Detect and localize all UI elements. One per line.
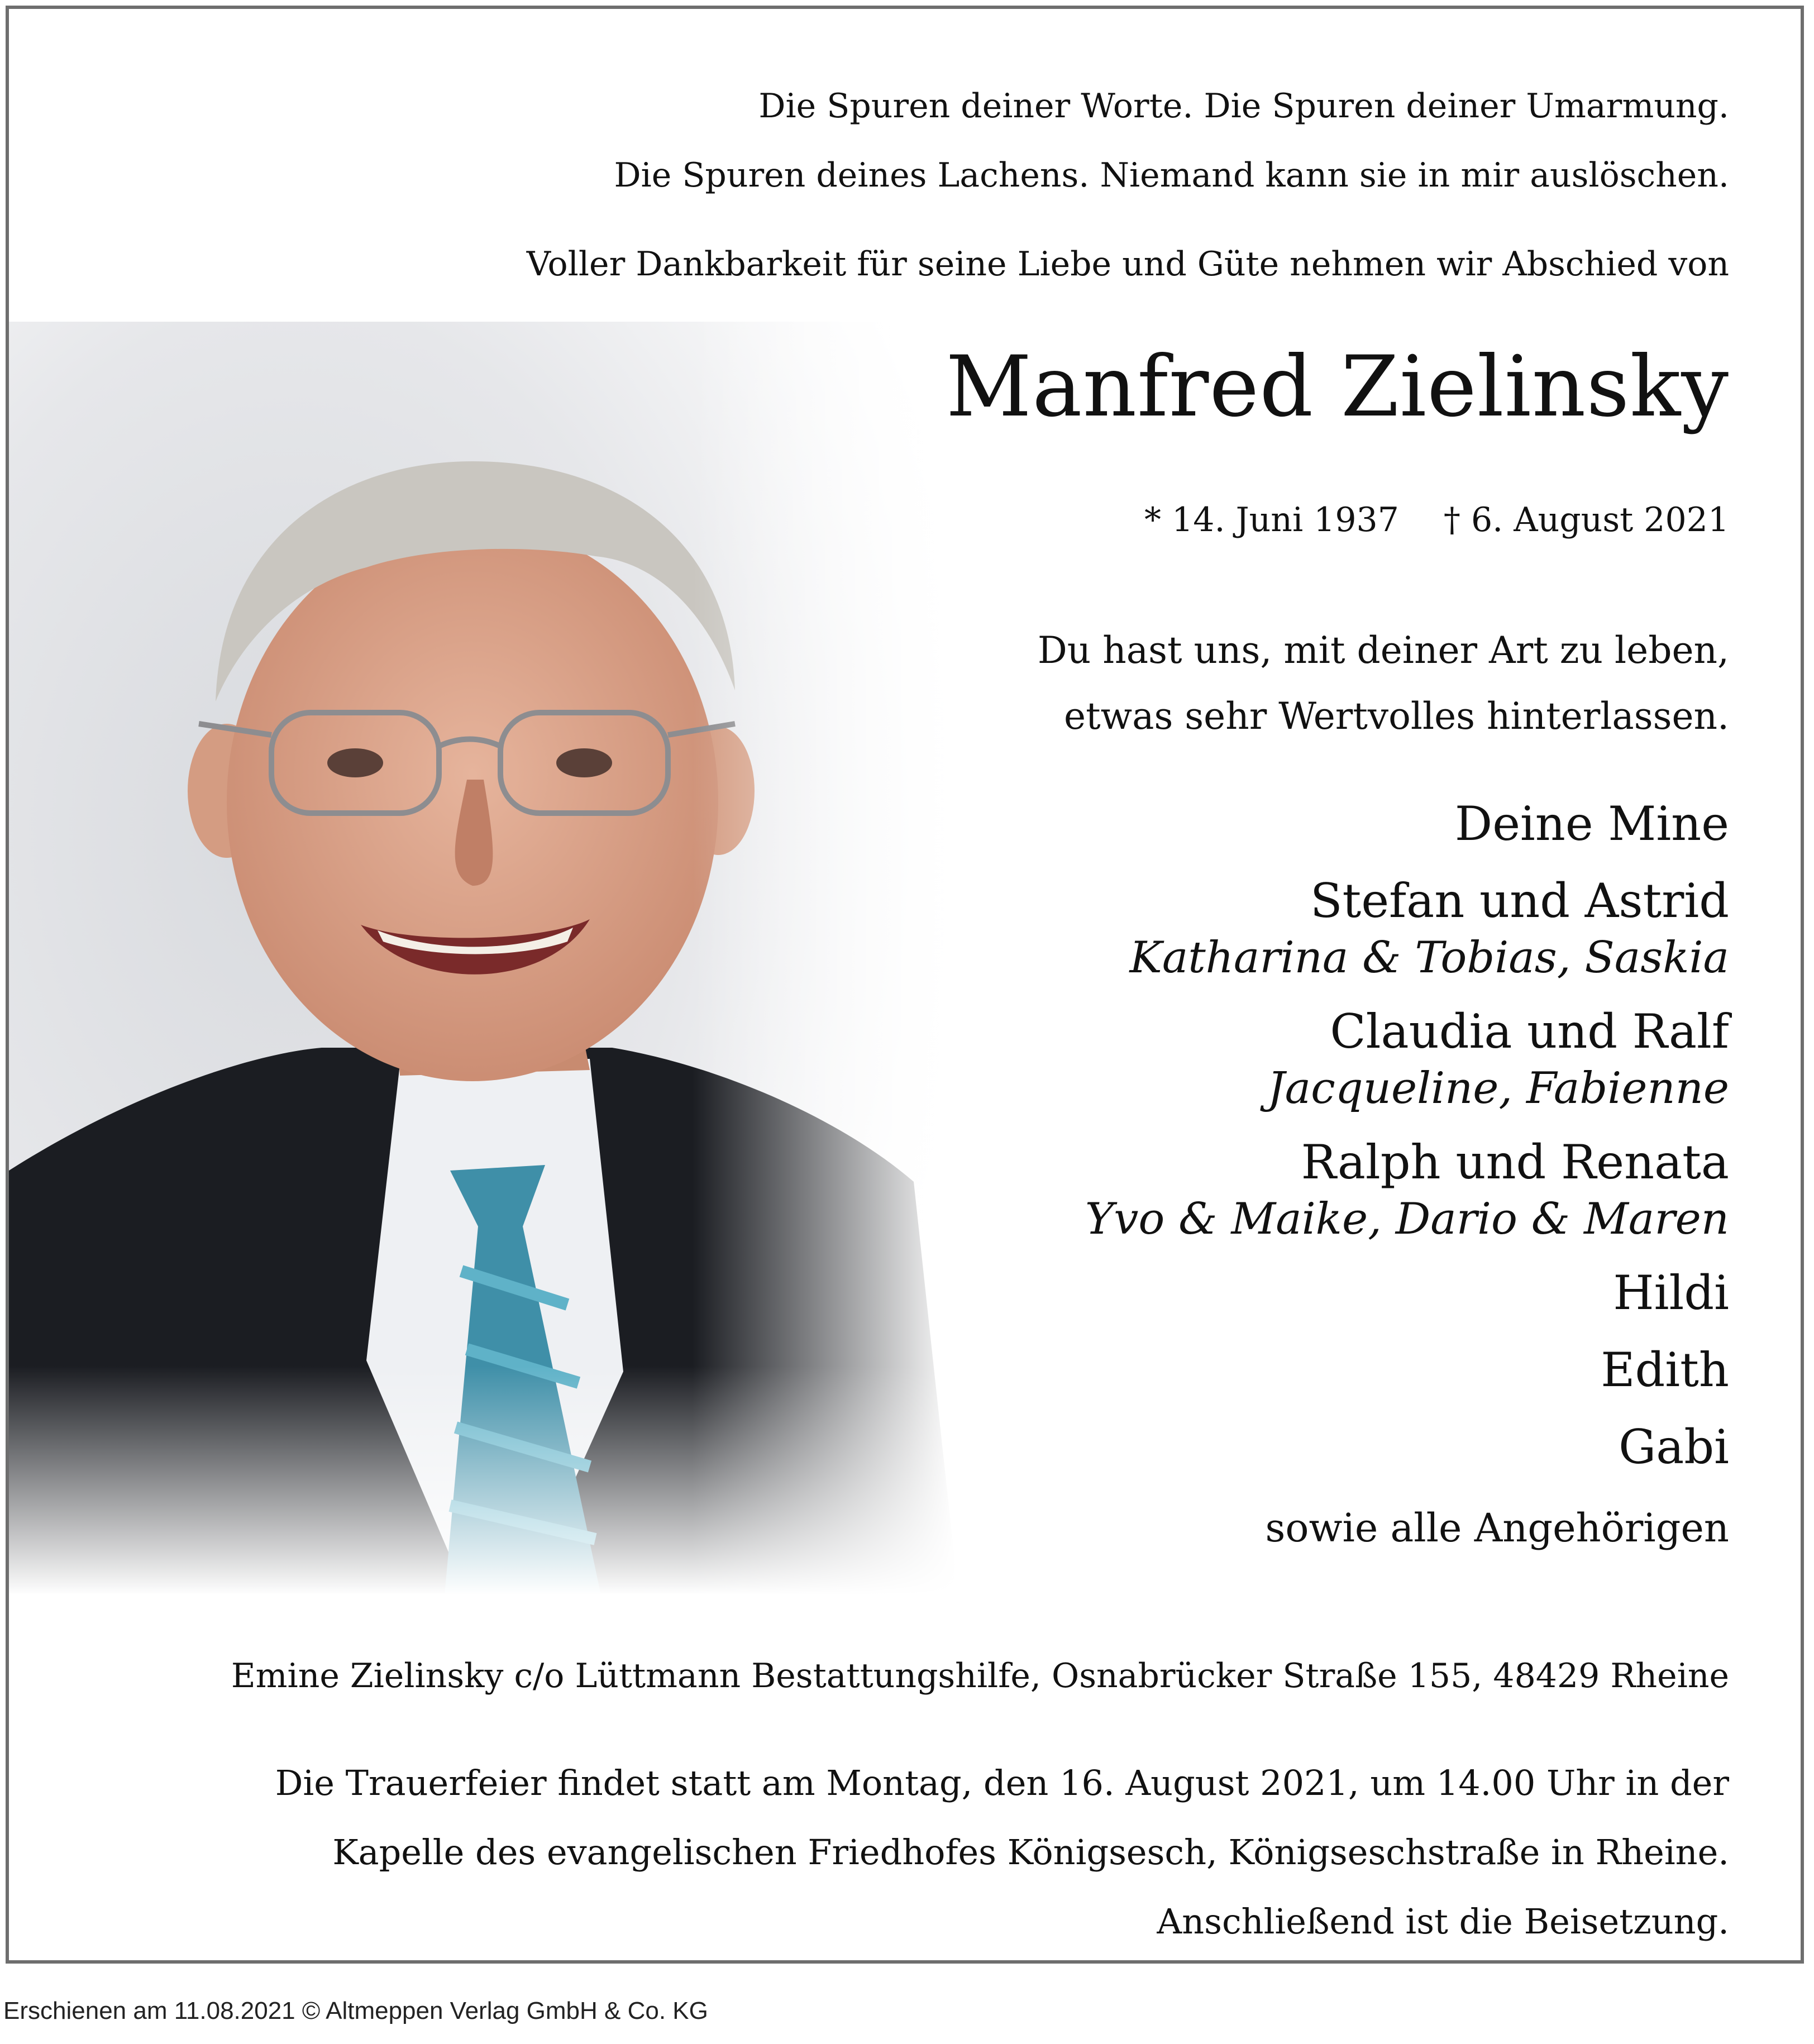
deceased-name: Manfred Zielinsky <box>946 338 1729 436</box>
ceremony-line: Anschließend ist die Beisetzung. <box>1157 1901 1729 1942</box>
family-others: sowie alle Angehörigen <box>1265 1505 1729 1551</box>
poem-line: Die Spuren deines Lachens. Niemand kann sie in mir auslöschen. <box>614 156 1729 195</box>
family-sibling: Gabi <box>1619 1420 1729 1474</box>
family-grandchildren: Katharina & Tobias, Saskia <box>1129 933 1729 983</box>
verse-line: Du hast uns, mit deiner Art zu leben, <box>1037 629 1729 672</box>
portrait-photo <box>9 322 958 1595</box>
intro-text: Voller Dankbarkeit für seine Liebe und Güte nehmen wir Abschied von <box>526 245 1729 284</box>
family-grandchildren: Yvo & Maike, Dario & Maren <box>1085 1194 1729 1244</box>
death-date: † 6. August 2021 <box>1443 500 1729 539</box>
family-couple: Stefan und Astrid <box>1310 873 1729 928</box>
family-spouse: Deine Mine <box>1454 796 1729 851</box>
family-couple: Claudia und Ralf <box>1330 1004 1729 1059</box>
ceremony-line: Die Trauerfeier findet statt am Montag, den 16. August 2021, um 14.00 Uhr in der <box>275 1763 1729 1803</box>
obituary-card <box>6 6 1804 1964</box>
family-sibling: Edith <box>1601 1343 1729 1397</box>
ceremony-line: Kapelle des evangelischen Friedhofes Königsesch, Königseschstraße in Rheine. <box>332 1832 1729 1873</box>
poem <box>614 71 1729 210</box>
portrait-illustration <box>9 322 958 1595</box>
family-grandchildren: Jacqueline, Fabienne <box>1267 1063 1729 1114</box>
contact-address: Emine Zielinsky c/o Lüttmann Bestattungshilfe, Osnabrücker Straße 155, 48429 Rheine <box>231 1656 1729 1696</box>
poem-line: Die Spuren deiner Worte. Die Spuren deiner Umarmung. <box>758 87 1729 126</box>
ceremony-info <box>275 1749 1729 1956</box>
publication-footer: Erschienen am 11.08.2021 © Altmeppen Verlag GmbH & Co. KG <box>3 1997 708 2024</box>
family-couple: Ralph und Renata <box>1301 1135 1729 1190</box>
birth-date: * 14. Juni 1937 <box>1144 500 1399 539</box>
life-dates <box>1144 500 1729 539</box>
family-sibling: Hildi <box>1613 1265 1729 1320</box>
family-list <box>1085 785 1729 1567</box>
verse <box>1038 618 1729 749</box>
verse-line: etwas sehr Wertvolles hinterlassen. <box>1064 695 1729 738</box>
